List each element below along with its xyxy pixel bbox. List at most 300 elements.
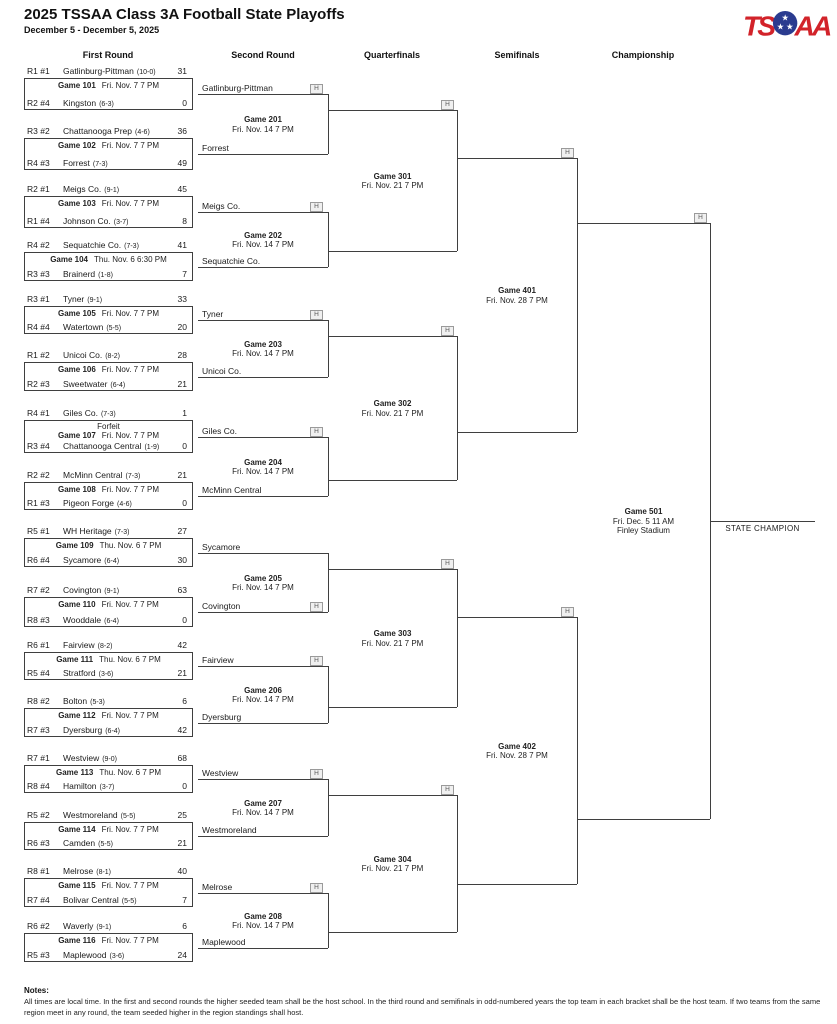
winner-label: Tyner xyxy=(202,309,224,319)
logo-aa-text: AA xyxy=(794,10,830,42)
seed-label: R3 #1 xyxy=(27,294,50,304)
home-indicator: H xyxy=(310,883,323,893)
forfeit-note: Forfeit xyxy=(97,422,120,431)
winner-label: Sequatchie Co. xyxy=(202,256,261,266)
game-info xyxy=(24,711,193,721)
bracket-line xyxy=(577,158,578,432)
team-score: 42 xyxy=(177,725,187,735)
bracket-line xyxy=(577,819,710,820)
team-score: 49 xyxy=(177,158,187,168)
game-schedule: Fri. Nov. 14 7 PM xyxy=(232,808,294,817)
game-info xyxy=(198,799,328,818)
column-header-championship: Championship xyxy=(611,50,675,60)
game-label: Game 105 xyxy=(57,309,96,318)
game-info xyxy=(24,81,193,91)
game-label: Game 107 xyxy=(57,431,96,440)
seed-label: R1 #2 xyxy=(27,350,50,360)
home-indicator: H xyxy=(310,656,323,666)
team-score: 0 xyxy=(182,441,187,451)
winner-label: Unicoi Co. xyxy=(202,366,242,376)
game-label: Game 304 xyxy=(373,854,412,864)
team-name: Sequatchie Co. xyxy=(63,240,122,250)
game-label: Game 108 xyxy=(57,485,96,494)
game-label: Game 109 xyxy=(55,541,94,550)
home-indicator: H xyxy=(561,607,574,617)
bracket-line xyxy=(198,496,328,497)
bracket-line xyxy=(198,723,328,724)
team-name: Johnson Co. xyxy=(63,216,111,226)
team-name: Bolton xyxy=(63,696,88,706)
team-name: Sweetwater xyxy=(63,379,108,389)
team-score: 0 xyxy=(182,98,187,108)
team-name: Maplewood xyxy=(63,950,107,960)
team-record: (5-5) xyxy=(121,898,137,905)
team-record: (5-5) xyxy=(120,813,136,820)
team-record: (3-7) xyxy=(113,219,129,226)
bracket-line xyxy=(328,893,329,948)
bracket-line xyxy=(457,617,577,618)
bracket-line xyxy=(198,553,328,554)
team-record: (3-7) xyxy=(99,784,115,791)
column-header-first-round: First Round xyxy=(82,50,134,60)
game-info xyxy=(24,600,193,610)
state-champion-label: STATE CHAMPION xyxy=(725,524,800,533)
seed-label: R6 #2 xyxy=(27,921,50,931)
team-record: (7-3) xyxy=(114,529,130,536)
bracket-line xyxy=(198,836,328,837)
logo-star-icon: ★ xyxy=(776,21,785,32)
game-info xyxy=(24,936,193,946)
game-info xyxy=(198,574,328,593)
game-schedule: Fri. Nov. 7 7 PM xyxy=(101,365,159,374)
team-record: (9-1) xyxy=(104,187,120,194)
game-label: Game 302 xyxy=(373,399,412,408)
game-label: Game 116 xyxy=(58,936,96,945)
team-score: 27 xyxy=(177,526,187,536)
team-name: Dyersburg xyxy=(63,725,103,735)
game-info xyxy=(24,541,193,551)
game-info xyxy=(24,255,193,265)
seed-label: R3 #4 xyxy=(27,441,50,451)
team-record: (6-3) xyxy=(99,101,114,108)
game-info xyxy=(24,825,193,835)
game-label: Game 202 xyxy=(244,230,282,240)
team-score: 0 xyxy=(182,498,187,508)
team-name: Brainerd xyxy=(63,269,96,279)
game-schedule: Fri. Nov. 28 7 PM xyxy=(486,295,548,305)
bracket-line xyxy=(198,94,328,95)
seed-label: R8 #3 xyxy=(27,615,50,625)
bracket-line xyxy=(577,223,710,224)
bracket-line xyxy=(198,320,328,321)
team-score: 21 xyxy=(177,838,187,848)
game-info xyxy=(24,485,193,495)
home-indicator: H xyxy=(310,310,323,320)
game-label: Game 101 xyxy=(57,81,96,90)
bracket-line xyxy=(198,437,328,438)
team-record: (1-8) xyxy=(98,272,113,279)
column-header-semifinals: Semifinals xyxy=(494,50,540,60)
team-name: Chattanooga Prep xyxy=(63,126,132,136)
team-record: (6-4) xyxy=(104,558,120,565)
team-name: Westmoreland xyxy=(63,810,118,820)
game-label: Game 201 xyxy=(244,115,282,124)
team-name: WH Heritage xyxy=(63,526,112,536)
winner-label: Maplewood xyxy=(202,937,246,947)
bracket-line xyxy=(328,212,329,267)
home-indicator: H xyxy=(310,769,323,779)
team-name: Watertown xyxy=(63,322,104,332)
seed-label: R6 #4 xyxy=(27,555,50,565)
game-label: Game 110 xyxy=(58,600,96,609)
game-schedule: Fri. Nov. 7 7 PM xyxy=(101,81,159,90)
winner-label: Westview xyxy=(202,768,239,778)
home-indicator: H xyxy=(441,785,454,795)
game-schedule: Fri. Nov. 7 7 PM xyxy=(101,199,159,208)
game-label: Game 208 xyxy=(244,911,282,921)
home-indicator: H xyxy=(694,213,707,223)
game-schedule: Fri. Nov. 14 7 PM xyxy=(232,921,294,930)
game-label: Game 103 xyxy=(57,199,96,208)
game-schedule: Fri. Nov. 7 7 PM xyxy=(101,431,159,440)
game-schedule: Fri. Nov. 21 7 PM xyxy=(361,864,424,873)
seed-label: R2 #2 xyxy=(27,470,50,480)
game-info xyxy=(198,458,328,477)
home-indicator: H xyxy=(310,602,323,612)
winner-label: Covington xyxy=(202,601,241,611)
team-record: (6-4) xyxy=(105,728,120,735)
game-info xyxy=(24,365,193,375)
seed-label: R2 #4 xyxy=(27,98,50,108)
winner-label: McMinn Central xyxy=(202,485,262,495)
team-record: (9-1) xyxy=(104,588,120,595)
column-header-quarterfinals: Quarterfinals xyxy=(363,50,421,60)
team-score: 6 xyxy=(182,921,187,931)
game-info xyxy=(198,912,328,931)
game-info xyxy=(198,686,328,705)
team-name: Sycamore xyxy=(63,555,102,565)
game-info xyxy=(198,115,328,134)
team-score: 0 xyxy=(182,615,187,625)
game-schedule: Fri. Nov. 21 7 PM xyxy=(361,181,424,190)
game-schedule: Fri. Dec. 5 11 AM xyxy=(612,516,675,526)
team-name: Stratford xyxy=(63,668,96,678)
home-indicator: H xyxy=(441,326,454,336)
seed-label: R4 #2 xyxy=(27,240,50,250)
game-label: Game 203 xyxy=(244,339,282,349)
team-record: (8-1) xyxy=(96,869,112,876)
game-schedule: Thu. Nov. 6 7 PM xyxy=(99,768,162,777)
game-schedule: Thu. Nov. 6 6:30 PM xyxy=(94,255,167,264)
team-record: (6-4) xyxy=(104,618,119,625)
seed-label: R5 #3 xyxy=(27,950,50,960)
game-info xyxy=(24,141,193,151)
bracket-line xyxy=(328,320,329,377)
seed-label: R6 #3 xyxy=(27,838,50,848)
team-score: 21 xyxy=(177,668,187,678)
game-info xyxy=(457,742,577,761)
team-record: (8-2) xyxy=(105,353,120,360)
team-score: 8 xyxy=(182,216,187,226)
team-name: Giles Co. xyxy=(63,408,98,418)
team-score: 33 xyxy=(177,294,187,304)
team-record: (4-6) xyxy=(117,501,132,508)
bracket-line xyxy=(198,612,328,613)
team-score: 0 xyxy=(182,781,187,791)
game-info xyxy=(577,507,710,536)
winner-label: Gatlinburg-Pittman xyxy=(202,83,273,93)
seed-label: R6 #1 xyxy=(27,640,50,650)
game-schedule: Thu. Nov. 6 7 PM xyxy=(99,655,161,664)
page-subtitle: December 5 - December 5, 2025 xyxy=(24,25,160,35)
team-name: Gatlinburg-Pittman xyxy=(63,66,134,76)
game-info xyxy=(24,881,193,891)
game-schedule: Fri. Nov. 7 7 PM xyxy=(101,309,159,318)
seed-label: R1 #4 xyxy=(27,216,50,226)
team-record: (7-3) xyxy=(125,473,141,480)
team-name: Forrest xyxy=(63,158,90,168)
bracket-line xyxy=(328,553,329,612)
game-schedule: Fri. Nov. 14 7 PM xyxy=(232,240,294,249)
game-info xyxy=(328,629,457,648)
team-name: Unicoi Co. xyxy=(63,350,103,360)
home-indicator: H xyxy=(310,427,323,437)
team-record: (7-3) xyxy=(124,243,139,250)
team-score: 20 xyxy=(177,322,187,332)
team-score: 7 xyxy=(182,895,187,905)
team-record: (5-5) xyxy=(98,841,113,848)
team-record: (8-2) xyxy=(97,643,113,650)
bracket-line xyxy=(198,948,328,949)
game-label: Game 112 xyxy=(58,711,96,720)
game-label: Game 111 xyxy=(56,655,94,664)
team-name: Pigeon Forge xyxy=(63,498,115,508)
game-info xyxy=(24,431,193,441)
bracket-line xyxy=(457,884,577,885)
game-schedule: Fri. Nov. 14 7 PM xyxy=(232,583,294,592)
team-name: Hamilton xyxy=(63,781,97,791)
game-schedule: Fri. Nov. 14 7 PM xyxy=(232,467,294,476)
winner-label: Meigs Co. xyxy=(202,201,241,211)
seed-label: R7 #3 xyxy=(27,725,50,735)
notes-label: Notes: xyxy=(24,986,49,995)
bracket-line xyxy=(457,569,458,707)
seed-label: R3 #3 xyxy=(27,269,50,279)
team-record: (5-3) xyxy=(90,699,105,706)
team-score: 21 xyxy=(177,379,187,389)
team-name: Fairview xyxy=(63,640,95,650)
bracket-line xyxy=(198,779,328,780)
team-score: 31 xyxy=(177,66,187,76)
seed-label: R7 #4 xyxy=(27,895,50,905)
game-info xyxy=(328,855,457,874)
team-name: Waverly xyxy=(63,921,94,931)
game-info xyxy=(328,172,457,191)
game-label: Game 113 xyxy=(55,768,94,777)
team-record: (5-5) xyxy=(106,325,122,332)
page-title: 2025 TSSAA Class 3A Football State Playoffs xyxy=(24,6,345,23)
game-label: Game 205 xyxy=(244,573,282,583)
bracket-line xyxy=(457,795,458,932)
game-label: Game 207 xyxy=(244,798,282,808)
home-indicator: H xyxy=(310,84,323,94)
team-record: (7-3) xyxy=(92,161,108,168)
home-indicator: H xyxy=(441,559,454,569)
seed-label: R1 #1 xyxy=(27,66,50,76)
seed-label: R1 #3 xyxy=(27,498,50,508)
seed-label: R4 #3 xyxy=(27,158,50,168)
bracket-line xyxy=(328,94,329,154)
winner-label: Forrest xyxy=(202,143,229,153)
notes-text: All times are local time. In the first and second rounds the higher seeded team shall be the host school. In the third round and semifinals in odd-numbered years the top team in each bracket shall be the host team. If two teams from the same region meet in any round, the team seeded higher in the region standings shall host. xyxy=(24,997,821,1017)
seed-label: R2 #3 xyxy=(27,379,50,389)
bracket-line xyxy=(710,521,815,522)
game-info xyxy=(457,286,577,305)
seed-label: R4 #1 xyxy=(27,408,50,418)
home-indicator: H xyxy=(310,202,323,212)
game-info xyxy=(24,199,193,209)
bracket-line xyxy=(198,212,328,213)
bracket-line xyxy=(328,336,457,337)
team-score: 6 xyxy=(182,696,187,706)
bracket-line xyxy=(328,707,457,708)
seed-label: R8 #1 xyxy=(27,866,50,876)
team-score: 24 xyxy=(177,950,187,960)
game-label: Game 402 xyxy=(498,741,536,751)
seed-label: R5 #2 xyxy=(27,810,50,820)
game-label: Game 204 xyxy=(244,457,282,467)
game-label: Game 501 xyxy=(624,507,663,516)
game-label: Game 102 xyxy=(57,141,96,150)
game-schedule: Fri. Nov. 21 7 PM xyxy=(361,408,424,418)
winner-label: Dyersburg xyxy=(202,712,242,722)
team-record: (1-9) xyxy=(144,444,160,451)
bracket-line xyxy=(328,795,457,796)
game-label: Game 114 xyxy=(58,825,96,834)
seed-label: R7 #1 xyxy=(27,753,50,763)
team-score: 68 xyxy=(177,753,187,763)
game-info xyxy=(24,655,193,665)
team-score: 21 xyxy=(177,470,187,480)
team-score: 28 xyxy=(177,350,187,360)
seed-label: R8 #2 xyxy=(27,696,50,706)
game-label: Game 303 xyxy=(373,629,412,638)
bracket-line xyxy=(457,110,458,251)
winner-label: Giles Co. xyxy=(202,426,237,436)
game-schedule: Fri. Nov. 7 7 PM xyxy=(101,600,159,609)
team-score: 45 xyxy=(177,184,187,194)
team-name: Wooddale xyxy=(63,615,102,625)
team-record: (9-0) xyxy=(102,756,117,763)
game-label: Game 106 xyxy=(57,365,96,374)
bracket-line xyxy=(328,437,329,496)
team-score: 63 xyxy=(177,585,187,595)
game-schedule: Fri. Nov. 7 7 PM xyxy=(101,141,159,150)
winner-label: Sycamore xyxy=(202,542,241,552)
bracket-line xyxy=(328,569,457,570)
bracket-line xyxy=(198,154,328,155)
team-name: Westview xyxy=(63,753,100,763)
bracket-line xyxy=(328,480,457,481)
seed-label: R3 #2 xyxy=(27,126,50,136)
team-score: 40 xyxy=(177,866,187,876)
game-label: Game 301 xyxy=(373,171,412,181)
game-venue: Finley Stadium xyxy=(617,526,670,535)
team-score: 42 xyxy=(177,640,187,650)
team-score: 36 xyxy=(177,126,187,136)
game-info xyxy=(198,231,328,250)
game-schedule: Fri. Nov. 14 7 PM xyxy=(232,349,294,358)
team-score: 25 xyxy=(177,810,187,820)
bracket-line xyxy=(198,267,328,268)
game-info xyxy=(328,399,457,418)
bracket-line xyxy=(457,432,577,433)
team-record: (9-1) xyxy=(87,297,103,304)
winner-label: Westmoreland xyxy=(202,825,257,835)
winner-label: Melrose xyxy=(202,882,233,892)
seed-label: R4 #4 xyxy=(27,322,50,332)
game-label: Game 401 xyxy=(498,286,536,295)
game-schedule: Fri. Nov. 7 7 PM xyxy=(101,485,159,494)
home-indicator: H xyxy=(561,148,574,158)
team-record: (3-6) xyxy=(109,953,125,960)
game-schedule: Thu. Nov. 6 7 PM xyxy=(99,541,162,550)
game-info xyxy=(24,768,193,778)
team-record: (4-6) xyxy=(135,129,150,136)
team-record: (6-4) xyxy=(110,382,126,389)
team-name: Bolivar Central xyxy=(63,895,119,905)
game-schedule: Fri. Nov. 7 7 PM xyxy=(101,825,159,834)
team-name: Camden xyxy=(63,838,96,848)
team-record: (10-0) xyxy=(136,69,156,76)
bracket-line xyxy=(577,617,578,884)
seed-label: R7 #2 xyxy=(27,585,50,595)
column-header-second-round: Second Round xyxy=(231,50,295,60)
seed-label: R8 #4 xyxy=(27,781,50,791)
bracket-line xyxy=(328,666,329,723)
team-name: Tyner xyxy=(63,294,85,304)
team-name: McMinn Central xyxy=(63,470,123,480)
team-record: (3-6) xyxy=(98,671,114,678)
game-label: Game 104 xyxy=(50,255,89,264)
team-name: Chattanooga Central xyxy=(63,441,142,451)
team-record: (9-1) xyxy=(96,924,112,931)
bracket-line xyxy=(328,779,329,836)
team-name: Kingston xyxy=(63,98,97,108)
bracket-line xyxy=(328,110,457,111)
bracket-line xyxy=(328,932,457,933)
game-schedule: Fri. Nov. 7 7 PM xyxy=(101,711,159,720)
game-label: Game 206 xyxy=(244,685,282,695)
team-name: Melrose xyxy=(63,866,94,876)
seed-label: R5 #4 xyxy=(27,668,50,678)
logo-star-icon: ★ xyxy=(781,12,789,23)
seed-label: R2 #1 xyxy=(27,184,50,194)
game-label: Game 115 xyxy=(58,881,96,890)
home-indicator: H xyxy=(441,100,454,110)
seed-label: R5 #1 xyxy=(27,526,50,536)
team-name: Covington xyxy=(63,585,102,595)
bracket-line xyxy=(198,893,328,894)
team-name: Meigs Co. xyxy=(63,184,102,194)
game-schedule: Fri. Nov. 7 7 PM xyxy=(101,881,159,890)
bracket-line xyxy=(198,377,328,378)
team-record: (7-3) xyxy=(100,411,116,418)
bracket-line xyxy=(457,336,458,480)
winner-label: Fairview xyxy=(202,655,234,665)
logo-ts-text: TS xyxy=(742,10,774,42)
game-schedule: Fri. Nov. 7 7 PM xyxy=(101,936,159,945)
